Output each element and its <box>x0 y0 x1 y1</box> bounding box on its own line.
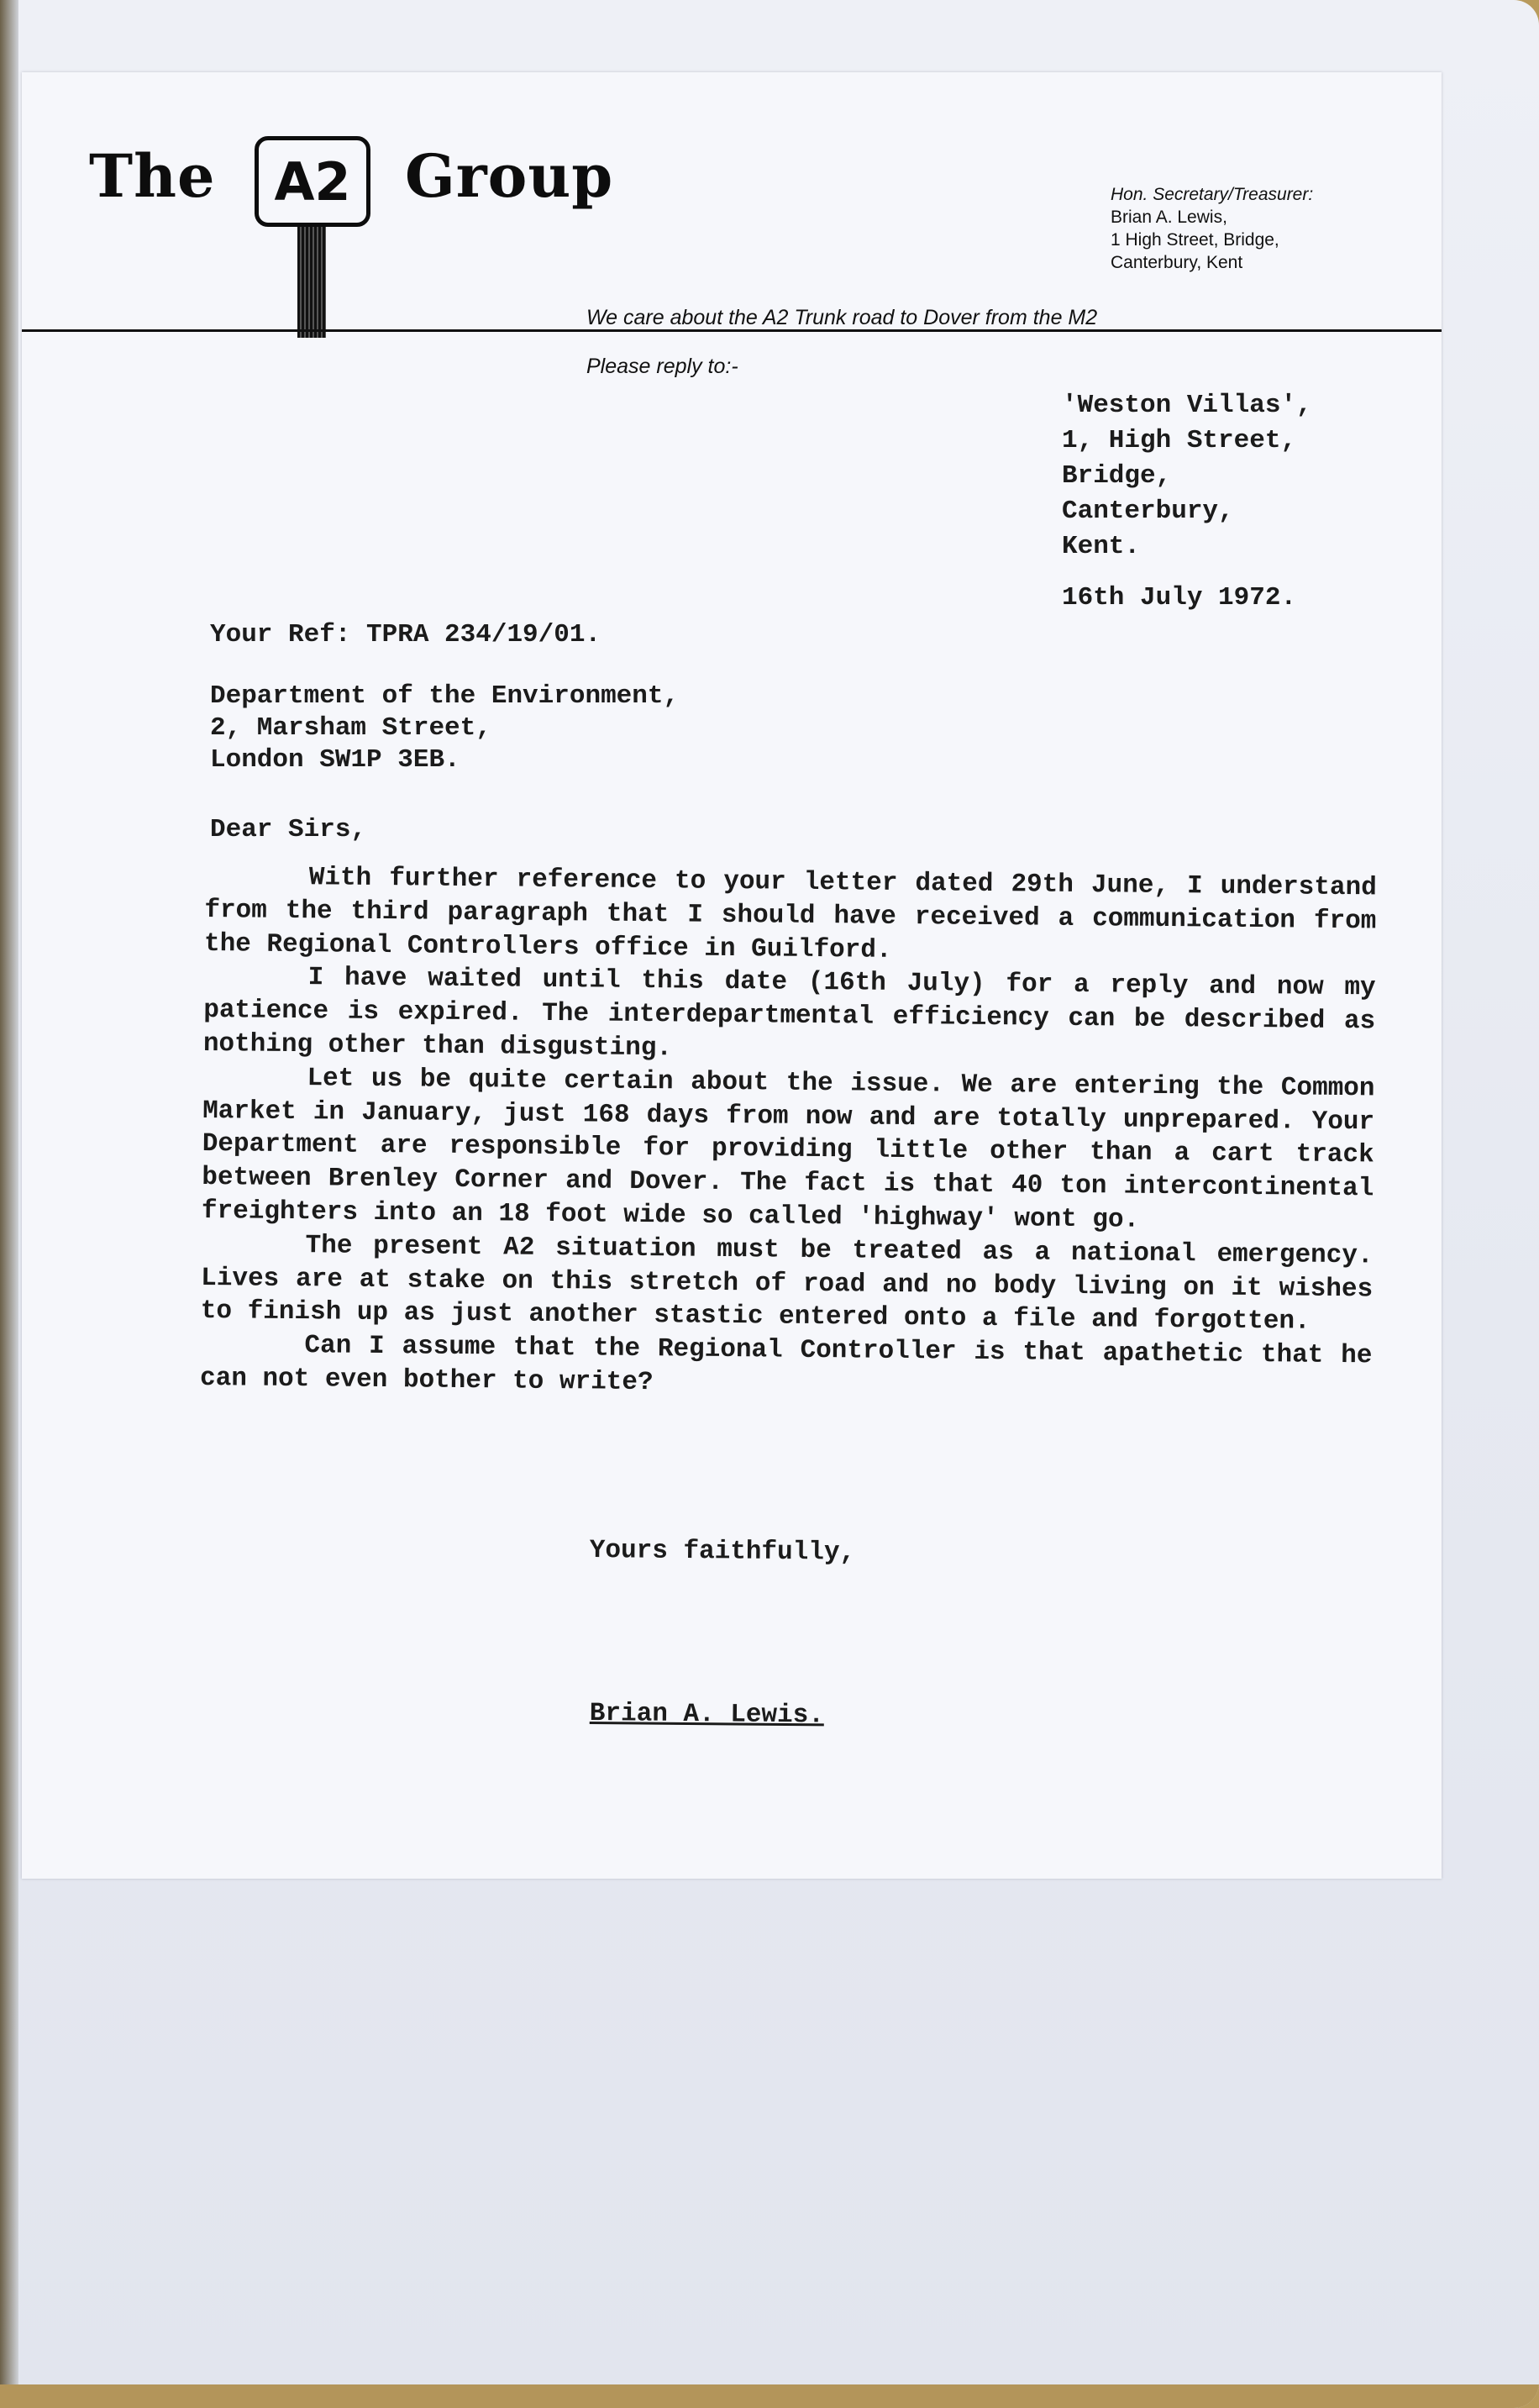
secretary-line: 1 High Street, Bridge, <box>1111 230 1279 250</box>
secretary-line: Brian A. Lewis, <box>1111 208 1227 227</box>
sender-address-line: 1, High Street, <box>1062 426 1297 455</box>
your-reference: Your Ref: TPRA 234/19/01. <box>210 620 601 649</box>
sign-post-icon <box>297 227 326 338</box>
brand-group: Group <box>405 141 614 211</box>
a2-road-sign-logo <box>255 136 370 227</box>
recipient-line: Department of the Environment, <box>210 681 680 711</box>
secretary-block <box>1111 183 1313 274</box>
secretary-line: Canterbury, Kent <box>1111 253 1243 272</box>
secretary-title: Hon. Secretary/Treasurer: <box>1111 185 1314 204</box>
body-paragraph: The present A2 situation must be treated as a national emergency. Lives are at stake on this stretch of road and no body living on it wishes to finish up as just another stastic entered onto a file and forgotten. <box>200 1230 1374 1338</box>
sender-address-line: Bridge, <box>1062 461 1172 491</box>
brand-the: The <box>89 141 216 211</box>
sender-address <box>1062 388 1312 565</box>
brand-sign-text: A2 <box>274 150 351 213</box>
recipient-address <box>210 681 679 776</box>
album-binding <box>0 0 18 2408</box>
sender-address-line: Kent. <box>1062 532 1141 561</box>
letterhead-divider <box>22 329 1442 332</box>
body-paragraph: Let us be quite certain about the issue. We are entering the Common Market in January, just 168 days from now and are totally unprepared. Your Department are responsible for providing little other than a cart track between Brenley Corner and Dover. The fact is that 40 ton intercontinental freighters into an 18 foot wide so called 'highway' wont go. <box>201 1063 1375 1235</box>
letter-body <box>200 860 1377 1406</box>
letter-date: 16th July 1972. <box>1062 583 1297 613</box>
letter-sheet <box>22 72 1442 1879</box>
closing: Yours faithfully, <box>589 1536 856 1568</box>
sender-address-line: 'Weston Villas', <box>1062 391 1312 420</box>
recipient-line: 2, Marsham Street, <box>210 713 491 743</box>
reply-to-label: Please reply to:- <box>586 355 738 378</box>
album-rim <box>0 2384 1539 2408</box>
letterhead-motto: We care about the A2 Trunk road to Dover from the M2 <box>586 306 1098 329</box>
sender-address-line: Canterbury, <box>1062 497 1234 526</box>
recipient-line: London SW1P 3EB. <box>210 745 460 775</box>
salutation: Dear Sirs, <box>210 815 367 844</box>
body-paragraph: I have waited until this date (16th July) for a reply and now my patience is expired. The interdepartmental efficiency can be described as nothing other than disgusting. <box>202 963 1376 1064</box>
body-paragraph: Can I assume that the Regional Controller is that apathetic that he can not even bother to write? <box>199 1331 1373 1398</box>
signature-name: Brian A. Lewis. <box>589 1699 825 1731</box>
body-paragraph: With further reference to your letter dated 29th June, I understand from the third paragraph that I should have received a communication from the Regional Controllers office in Guilford. <box>203 863 1377 965</box>
